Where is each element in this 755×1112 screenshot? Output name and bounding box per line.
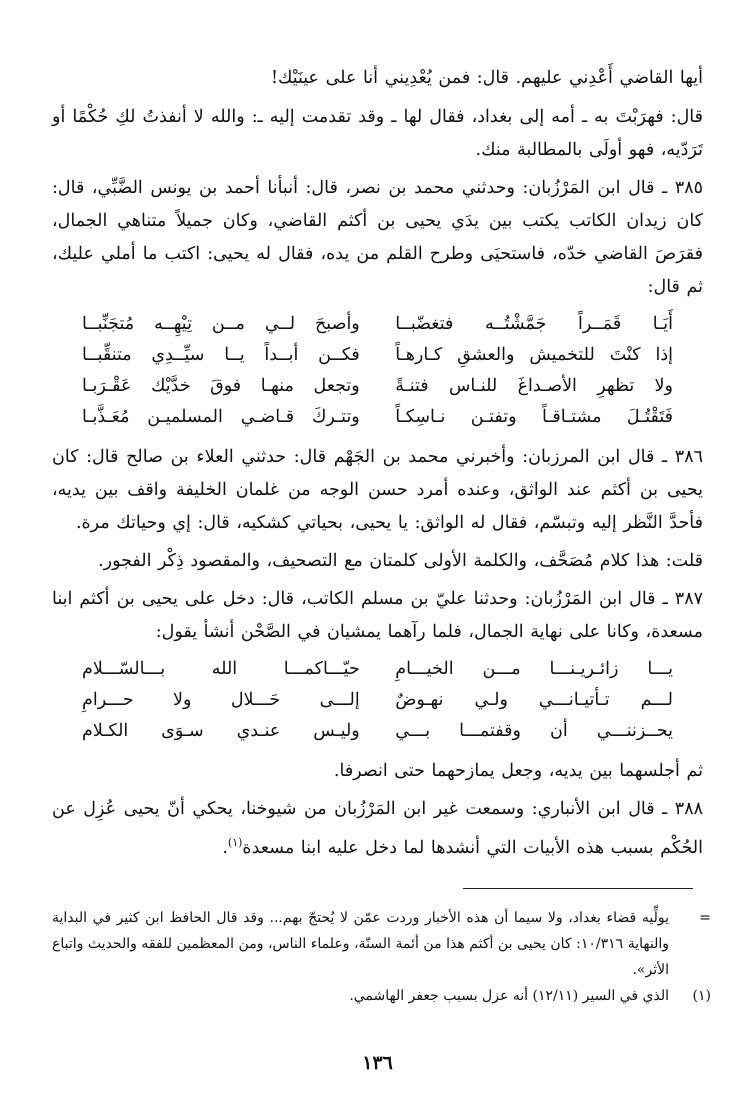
poem-ibna-masada [82,654,673,747]
verse-first-hemistich: إذا كنْتَ للتخميش والعشقِ كـارهـاً [395,345,673,365]
verse-line [82,685,673,716]
paragraph-flight: قال: فهرَبْتَ به ـ أمه إلى بغداد، فقال لها ـ وقد تقدمت إليه ـ: والله لا أنفذتُ لكِ حُكْمًا أو تَرَدّيه، فهو أولَى بالمطالبة منك. [52,107,703,160]
footnotes [52,905,711,1009]
verse-line [82,371,673,402]
verse-first-hemistich: يحــزننـــي أن وقفتمـــا بـــي [395,721,673,741]
poem-zaydan [82,309,673,433]
paragraph-387: ٣٨٧ ـ قال ابن المَرْزُبان: وحدثنا عليّ بن مسلم الكاتب، قال: دخل على يحيى بن أكثم ابنا مسعدة، وكانا على نهاية الجمال، فلما رآهما يمشيان في الصَّحْن أنشأ يقول: [52,589,703,642]
verse-line [82,309,673,340]
paragraph-editor-note: قلت: هذا كلام مُصَحَّف، والكلمة الأولى كلمتان مع التصحيف، والمقصود ذِكْر الفجور. [98,551,703,571]
paragraph-after-poem: ثم أجلسهما بين يديه، وجعل يمازحهما حتى انصرفا. [333,761,703,781]
verse-second-hemistich: إلـــى حَـــلال ولا حـــرامِ [82,690,360,710]
paragraph-388-text: ٣٨٨ ـ قال ابن الأنباري: وسمعت غير ابن المَرْزُبان من شيوخنا، يحكي أنّ يحيى عُزِل عن الحُكْم بسبب هذه الأبيات التي أنشدها لما دخل عليه ابنا مسعدة [52,799,703,858]
verse-line [82,716,673,747]
paragraph-386: ٣٨٦ ـ قال ابن المرزبان: وأخبرني محمد بن الجَهْم قال: حدثني العلاء بن صالح قال: كان يحيى بن أكثم عند الواثق، وعنده أمرد حسن الوجه من غلمان الخليفة واقف بين يديه، فأحدَّ النَّظر إليه وتبسّم، فقال له الواثق: يا يحيى، بحياتي كشكيه، قال: إي وحياتك مرة. [52,447,703,533]
paragraph-385: ٣٨٥ ـ قال ابن المَرْزُبان: وحدثني محمد بن نصر، قال: أنبأنا أحمد بن يونس الضَّبِّي، قال: كان زيدان الكاتب يكتب بين يدَي يحيى بن أكثم القاضي، وكان جميلاً متناهي الجمال، فقرَصَ القاضي خدّه، فاستحيَى وطرح القلم من يده، فقال له يحيى: اكتب ما أملي عليك، ثم قال: [52,178,703,297]
footnote-text: الذي في السير (١٢/١١) أنه عزل بسبب جعفر الهاشمي. [349,988,669,1004]
footnote-text: يولِّيه قضاء بغداد، ولا سيما أن هذه الأخبار وردت عمّن لا يُحتجّ بهم... وقد قال الحافظ ابن كثير في البداية والنهاية ١٠/٣١٦: كان يحيى بن أكثم هذا من أئمة السنّة، وعلماء الناس، ومن المعظمين للفقه والحديث واتباع الأثر». [52,910,669,978]
verse-second-hemistich: حيّـــاكمـــا الله بـــالسّـــلام [82,659,360,679]
verse-line [82,402,673,433]
verse-first-hemistich: فَتَقْتُـلَ مشتـاقـاً وتفتـن نـاسِكـاً [395,407,673,427]
footnote-marker: = [699,910,711,926]
verse-second-hemistich: وتجعل منهـا فوقَ خدَّيْك عَقْـرَبـا [82,376,360,396]
verse-second-hemistich: وتتـركَ قـاضـي المسلميـن مُعَـذَّبـا [82,407,360,427]
verse-line [82,654,673,685]
page-number: ١٣٦ [362,1052,393,1074]
paragraph-intro: أيها القاضي أَعْدِني عليهم. قال: فمن يُعْدِيني أنا على عينَيْك! [270,68,703,88]
verse-second-hemistich: وأصبحَ لــي مــن تِيْهِــه مُتجَنِّبــا [82,314,360,334]
verse-second-hemistich: فكــن أبــداً يــا سيِّــدِي متنقِّبــا [82,345,360,365]
footnote-reference: (١) [227,836,243,849]
footnote-marker: (١) [692,988,711,1004]
paragraph-388: ٣٨٨ ـ قال ابن الأنباري: وسمعت غير ابن المَرْزُبان من شيوخنا، يحكي أنّ يحيى عُزِل عن الحُكْم بسبب هذه الأبيات التي أنشدها لما دخل عليه ابنا مسعدة$^{(١)}$. [52,799,703,858]
footnote [52,983,711,1009]
verse-first-hemistich: يـــا زائـريـنـــا مـــن الخيـــامِ [395,659,673,679]
footnote-separator [463,888,693,889]
verse-first-hemistich: لـــم تـأتيـانـــي ولـي نهـوضٌ [395,690,673,710]
verse-second-hemistich: وليـس عنـدي سـوَى الكـلام [82,721,360,741]
verse-first-hemistich: أَيَـا قَمَــراً جَمَّشْتُــه فتغضّبــا [395,314,673,334]
footnote [52,905,711,983]
verse-first-hemistich: ولا تظهرِ الأصـداغَ للنـاس فتنـةً [395,376,673,396]
verse-line [82,340,673,371]
